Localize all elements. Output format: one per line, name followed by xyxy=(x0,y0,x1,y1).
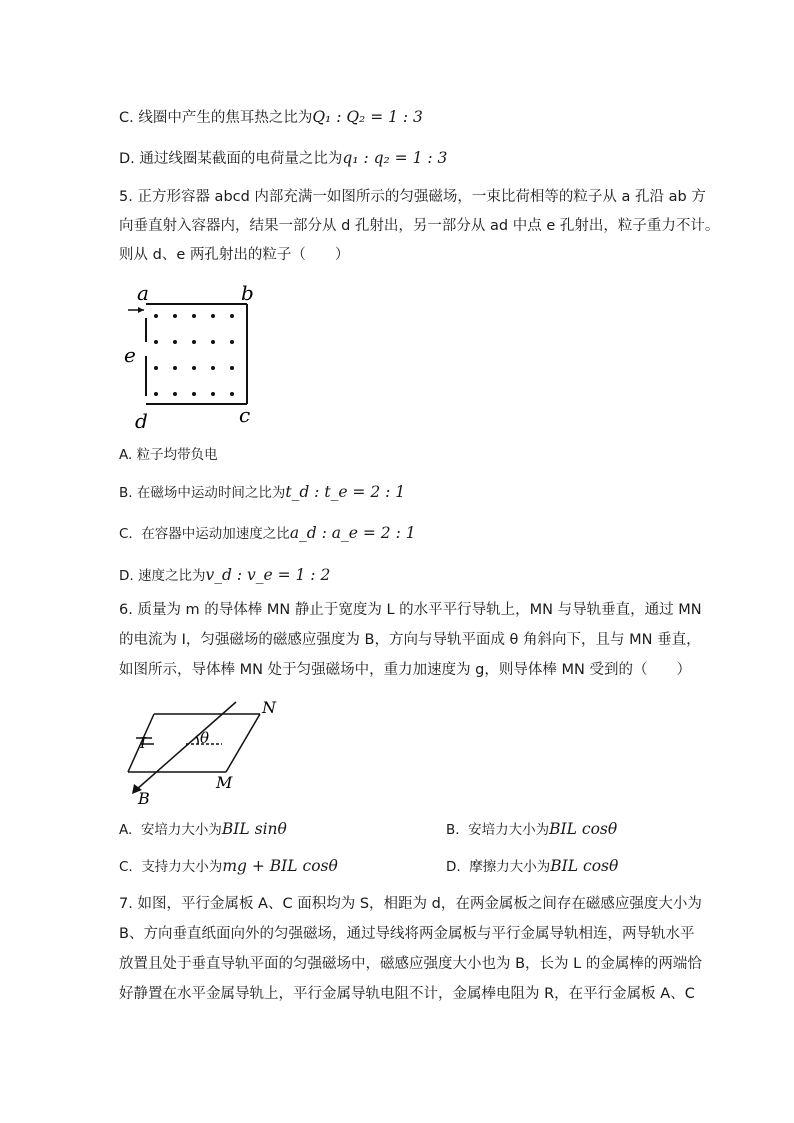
q5-option-c-formula: a_d : a_e = 2 : 1 xyxy=(289,524,416,542)
q5-stem-line-2: 向垂直射入容器内，结果一部分从 d 孔射出，另一部分从 ad 中点 e 孔射出，粒子重力不计。 xyxy=(119,218,720,234)
container-walls xyxy=(146,304,247,404)
q6-option-d-formula: BIL cosθ xyxy=(550,857,619,875)
q4-option-c-formula: Q₁ : Q₂ = 1 : 3 xyxy=(312,108,423,126)
label-n: N xyxy=(262,698,276,717)
q5-option-b-formula: t_d : t_e = 2 : 1 xyxy=(285,483,406,501)
label-d: d xyxy=(135,409,148,433)
q5-stem-line-3: 则从 d、e 两孔射出的粒子（ ） xyxy=(119,247,350,263)
q6-stem-line-3: 如图所示，导体棒 MN 处于匀强磁场中，重力加速度为 g，则导体棒 MN 受到的（ ） xyxy=(119,662,691,678)
q6-stem-line-2: 的电流为 I，匀强磁场的磁感应强度为 B，方向与导轨平面成 θ 角斜向下，且与 MN 垂直， xyxy=(119,632,701,648)
q6-option-c: C. 支持力大小为mg + BIL cosθ xyxy=(119,857,338,875)
q7-stem-line-4: 好静置在水平金属导轨上，平行金属导轨电阻不计，金属棒电阻为 R，在平行金属板 A、C xyxy=(119,986,695,1002)
q5-magnetic-field-diagram xyxy=(120,276,270,436)
q5-option-d-formula: v_d : v_e = 1 : 2 xyxy=(205,566,331,584)
label-m: M xyxy=(216,773,233,792)
q5-option-c: C. 在容器中运动加速度之比a_d : a_e = 2 : 1 xyxy=(119,524,416,542)
field-dots xyxy=(154,314,234,396)
q6-option-b: B. 安培力大小为BIL cosθ xyxy=(446,820,618,838)
q6-option-c-formula: mg + BIL cosθ xyxy=(222,857,338,875)
q6-option-b-formula: BIL cosθ xyxy=(549,820,618,838)
rod-mn xyxy=(226,714,260,772)
label-i: I xyxy=(140,734,146,752)
q6-option-a: A. 安培力大小为BIL sinθ xyxy=(119,820,287,838)
q6-option-a-formula: BIL sinθ xyxy=(221,820,287,838)
q4-option-d-formula: q₁ : q₂ = 1 : 3 xyxy=(342,149,448,167)
label-theta: θ xyxy=(200,729,210,747)
q7-stem-line-2: B、方向垂直纸面向外的匀强磁场，通过导线将两金属板与平行金属导轨相连，两导轨水平 xyxy=(119,926,695,942)
q6-option-d: D. 摩擦力大小为BIL cosθ xyxy=(446,857,619,875)
q7-stem-line-1: 7. 如图，平行金属板 A、C 面积均为 S，相距为 d，在两金属板之间存在磁感应强度大小为 xyxy=(119,896,702,912)
label-a: a xyxy=(137,281,149,305)
q4-option-d: D. 通过线圈某截面的电荷量之比为q₁ : q₂ = 1 : 3 xyxy=(119,149,448,167)
q4-option-c: C. 线圈中产生的焦耳热之比为Q₁ : Q₂ = 1 : 3 xyxy=(119,108,423,126)
q5-option-b: B. 在磁场中运动时间之比为t_d : t_e = 2 : 1 xyxy=(119,483,406,501)
q5-option-d: D. 速度之比为v_d : v_e = 1 : 2 xyxy=(119,566,331,584)
label-e: e xyxy=(124,343,136,367)
q5-stem-line-1: 5. 正方形容器 abcd 内部充满一如图所示的匀强磁场，一束比荷相等的粒子从 a 孔沿 ab 方 xyxy=(119,189,706,205)
q6-stem-line-1: 6. 质量为 m 的导体棒 MN 静止于宽度为 L 的水平平行导轨上，MN 与导轨垂直，通过 MN xyxy=(119,602,702,618)
label-b: B xyxy=(138,789,150,808)
q5-option-a: A. 粒子均带负电 xyxy=(119,447,218,463)
label-b: b xyxy=(241,281,254,305)
label-c: c xyxy=(239,403,251,427)
q6-rail-diagram xyxy=(120,696,290,808)
q7-stem-line-3: 放置且处于垂直导轨平面的匀强磁场中，磁感应强度大小也为 B，长为 L 的金属棒的两端恰 xyxy=(119,956,702,972)
